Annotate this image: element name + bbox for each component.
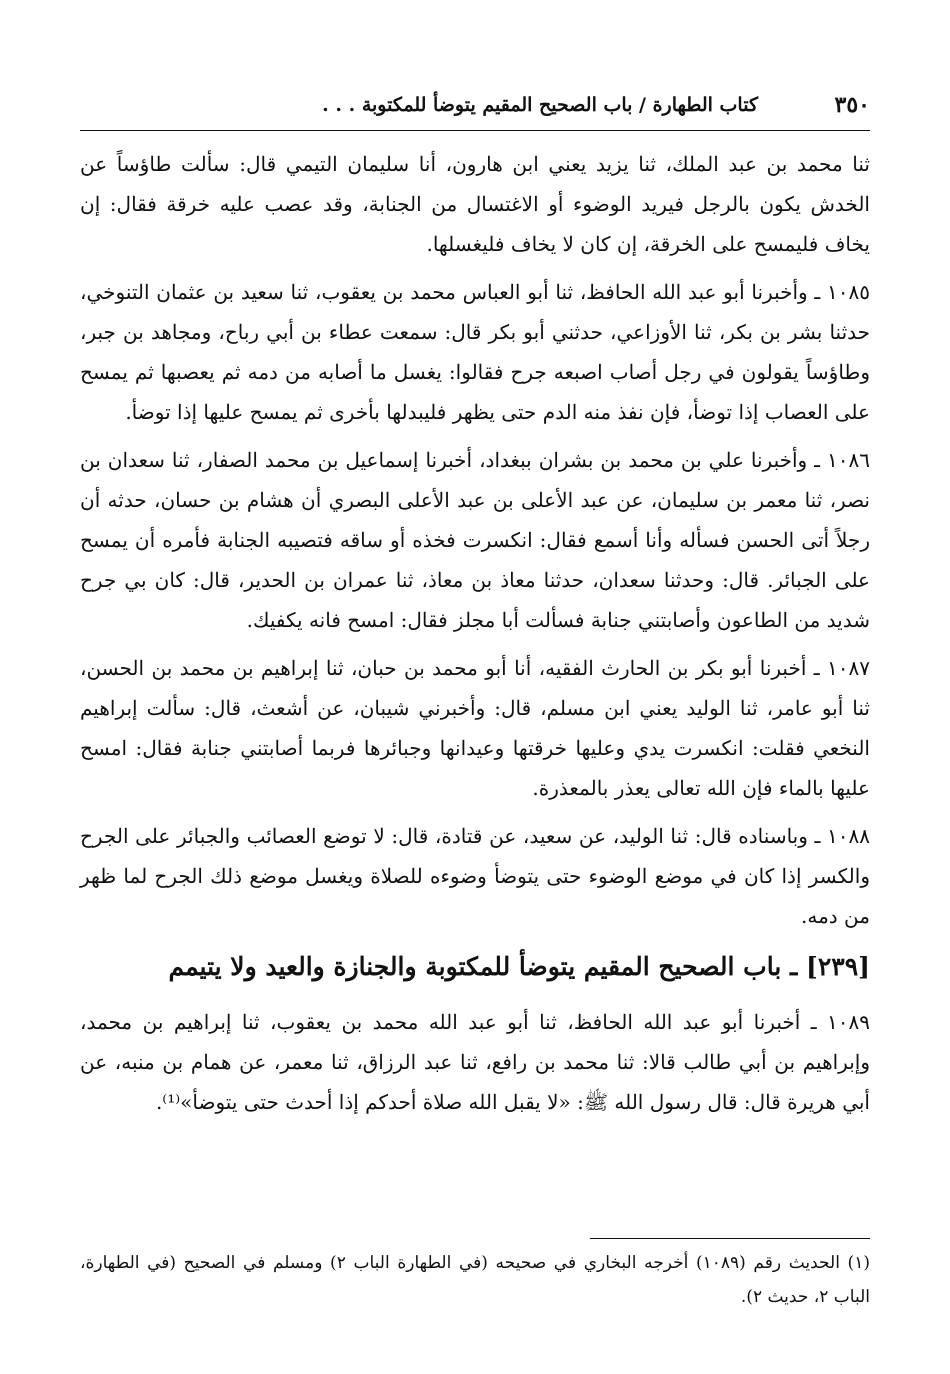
hadith-1088: ١٠٨٨ ـ وباسناده قال: ثنا الوليد، عن سعيد، عن قتادة، قال: لا توضع العصائب والجبائر على الجرح والكسر إذا كان في موضع الوضوء حتى يتوضأ وضوءه للصلاة ويغسل موضع ذلك الجرح لما ظهر من دمه. [80,824,870,928]
paragraph-continuation: ثنا محمد بن عبد الملك، ثنا يزيد يعني ابن هارون، أنا سليمان التيمي قال: سألت طاؤساً عن الخدش يكون بالرجل فيريد الوضوء أو الاغتسال من الجنابة، وقد عصب عليه خرقة فقال: إن يخاف فليمسح على الخرقة، إن كان لا يخاف فليغسلها. [80,152,870,256]
footnote: (١) الحديث رقم (١٠٨٩) أخرجه البخاري في صحيحه (في الطهارة الباب ٢) ومسلم في الصحيح (في الطهارة، الباب ٢، حديث ٢). [80,1253,870,1307]
section-heading: [٢٣٩] ـ باب الصحيح المقيم يتوضأ للمكتوبة والجنازة والعيد ولا يتيمم [168,952,870,981]
header-title: كتاب الطهارة / باب الصحيح المقيم يتوضأ للمكتوبة . . . [322,94,758,116]
running-header [80,88,870,131]
hadith-1087: ١٠٨٧ ـ أخبرنا أبو بكر بن الحارث الفقيه، أنا أبو محمد بن حبان، ثنا إبراهيم بن محمد بن الحسن، ثنا أبو عامر، ثنا الوليد يعني ابن مسلم، قال: وأخبرني شيبان، عن أشعث، قال: سألت إبراهيم النخعي فقلت: انكسرت يدي وعليها خرقتها وعيدانها وجبائرها فربما أصابتني جنابة فقال: امسح عليها بالماء فإن الله تعالى يعذر بالمعذرة. [80,656,870,800]
hadith-1089: ١٠٨٩ ـ أخبرنا أبو عبد الله الحافظ، ثنا أبو عبد الله محمد بن يعقوب، ثنا إبراهيم بن محمد، وإبراهيم بن أبي طالب قالا: ثنا محمد بن رافع، ثنا عبد الرزاق، ثنا معمر، عن همام بن منبه، عن أبي هريرة قال: قال رسول الله ﷺ: «لا يقبل الله صلاة أحدكم إذا أحدث حتى يتوضأ»⁽¹⁾. [80,1010,870,1114]
hadith-1085: ١٠٨٥ ـ وأخبرنا أبو عبد الله الحافظ، ثنا أبو العباس محمد بن يعقوب، ثنا سعيد بن عثمان التنوخي، حدثنا بشر بن بكر، ثنا الأوزاعي، حدثني أبو بكر قال: سمعت عطاء بن أبي رباح، ومجاهد بن جبر، وطاؤساً يقولون في رجل أصاب اصبعه جرح فقالوا: يغسل ما أصابه من دمه ثم يعصبها ثم يمسح على العصاب إذا توضأ، فإن نفذ منه الدم حتى يظهر فليبدلها بأخرى ثم يمسح عليها إذا توضأ. [80,280,870,424]
main-text [80,144,870,1130]
page-number: ٣٥٠ [834,92,870,118]
hadith-1086: ١٠٨٦ ـ وأخبرنا علي بن محمد بن بشران ببغداد، أخبرنا إسماعيل بن محمد الصفار، ثنا سعدان بن نصر، ثنا معمر بن سليمان، عن عبد الأعلى بن عبد الأعلى البصري أن هشام بن حسان، حدثه أن رجلاً أتى الحسن فسأله وأنا أسمع فقال: انكسرت فخذه أو ساقه فتصيبه الجنابة فأمره أن يمسح على الجبائر. قال: وحدثنا سعدان، حدثنا معاذ بن معاذ، ثنا عمران بن الحدير، قال: كان بي جرح شديد من الطاعون وأصابتني جنابة فسألت أبا مجلز فقال: امسح فانه يكفيك. [80,448,870,632]
footnote-separator [590,1238,870,1239]
